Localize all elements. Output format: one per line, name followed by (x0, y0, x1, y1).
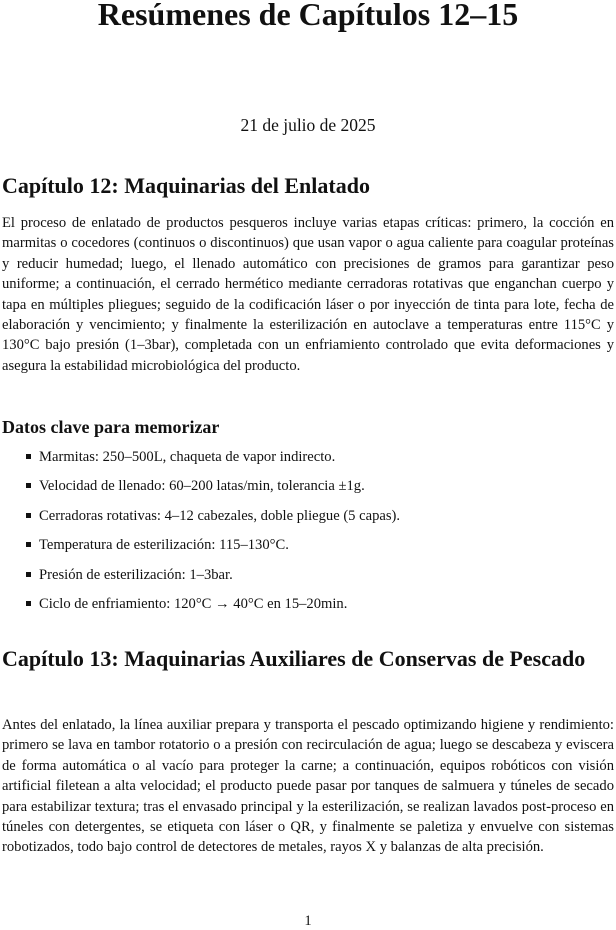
list-item (0, 506, 616, 535)
list-item (0, 565, 616, 594)
key-data-heading: Datos clave para memorizar (2, 417, 220, 437)
list-item (0, 535, 616, 564)
chapter-12-paragraph: El proceso de enlatado de productos pesqueros incluye varias etapas críticas: primero, la cocción en marmitas o cocedores (continuos o discontinuos) que usan vapor o agua caliente para coagular proteínas y reducir humedad; luego, el llenado automático con precisiones de gramos para garantizar peso uniforme; a continuación, el cerrado hermético mediante cerradoras rotativas que enganchan cuerpo y tapa en múltiples pliegues; seguido de la codificación láser o por inyección de tinta para lote, fecha de elaboración y vencimiento; y finalmente la esterilización en autoclave a temperaturas entre 115°C y 130°C bajo presión (1–3bar), completada con un enfriamiento controlado que evita deformaciones y asegura la estabilidad microbiológica del producto. (2, 215, 614, 374)
list-item-text: Marmitas: 250–500L, chaqueta de vapor indirecto. (39, 449, 336, 465)
bullet-icon (26, 454, 31, 459)
list-item (0, 476, 616, 505)
list-item-text: Temperatura de esterilización: 115–130°C. (39, 537, 289, 554)
list-item-text: Ciclo de enfriamiento: 120°C → 40°C en 15–20min. (39, 595, 348, 612)
chapter-12-heading: Capítulo 12: Maquinarias del Enlatado (2, 173, 370, 198)
chapter-13-heading: Capítulo 13: Maquinarias Auxiliares de Conservas de Pescado (2, 646, 586, 671)
list-item-text: Velocidad de llenado: 60–200 latas/min, tolerancia ±1g. (39, 478, 365, 495)
document-title: Resúmenes de Capítulos 12–15 (97, 0, 519, 32)
bullet-icon (26, 601, 31, 606)
bullet-icon (26, 542, 31, 547)
bullet-icon (26, 483, 31, 488)
chapter-13-paragraph: Antes del enlatado, la línea auxiliar prepara y transporta el pescado optimizando higiene y rendimiento: primero se lava en tambor rotatorio o a presión con recirculación de agua; luego se descabeza y eviscera de forma automática o al vacío para proteger la carne; a continuación, equipos robóticos con visión artificial filetean a alta velocidad; el producto puede pasar por tanques de salmuera y túneles de secado para estabilizar textura; tras el envasado principal y la esterilización, se realizan lavados post-proceso en túneles con detergentes, se etiqueta con láser o QR, y finalmente se paletiza y envuelve con sistemas robotizados, todo bajo control de detectores de metales, rayos X y balanzas de alta precisión. (2, 717, 614, 856)
key-data-list (0, 447, 616, 623)
list-item-text: Presión de esterilización: 1–3bar. (39, 566, 233, 583)
document-date: 21 de julio de 2025 (240, 115, 376, 135)
page-number: 1 (304, 913, 312, 929)
list-item (0, 594, 616, 623)
list-item (0, 447, 616, 476)
bullet-icon (26, 572, 31, 577)
list-item-text: Cerradoras rotativas: 4–12 cabezales, doble pliegue (5 capas). (39, 507, 401, 524)
bullet-icon (26, 513, 31, 518)
